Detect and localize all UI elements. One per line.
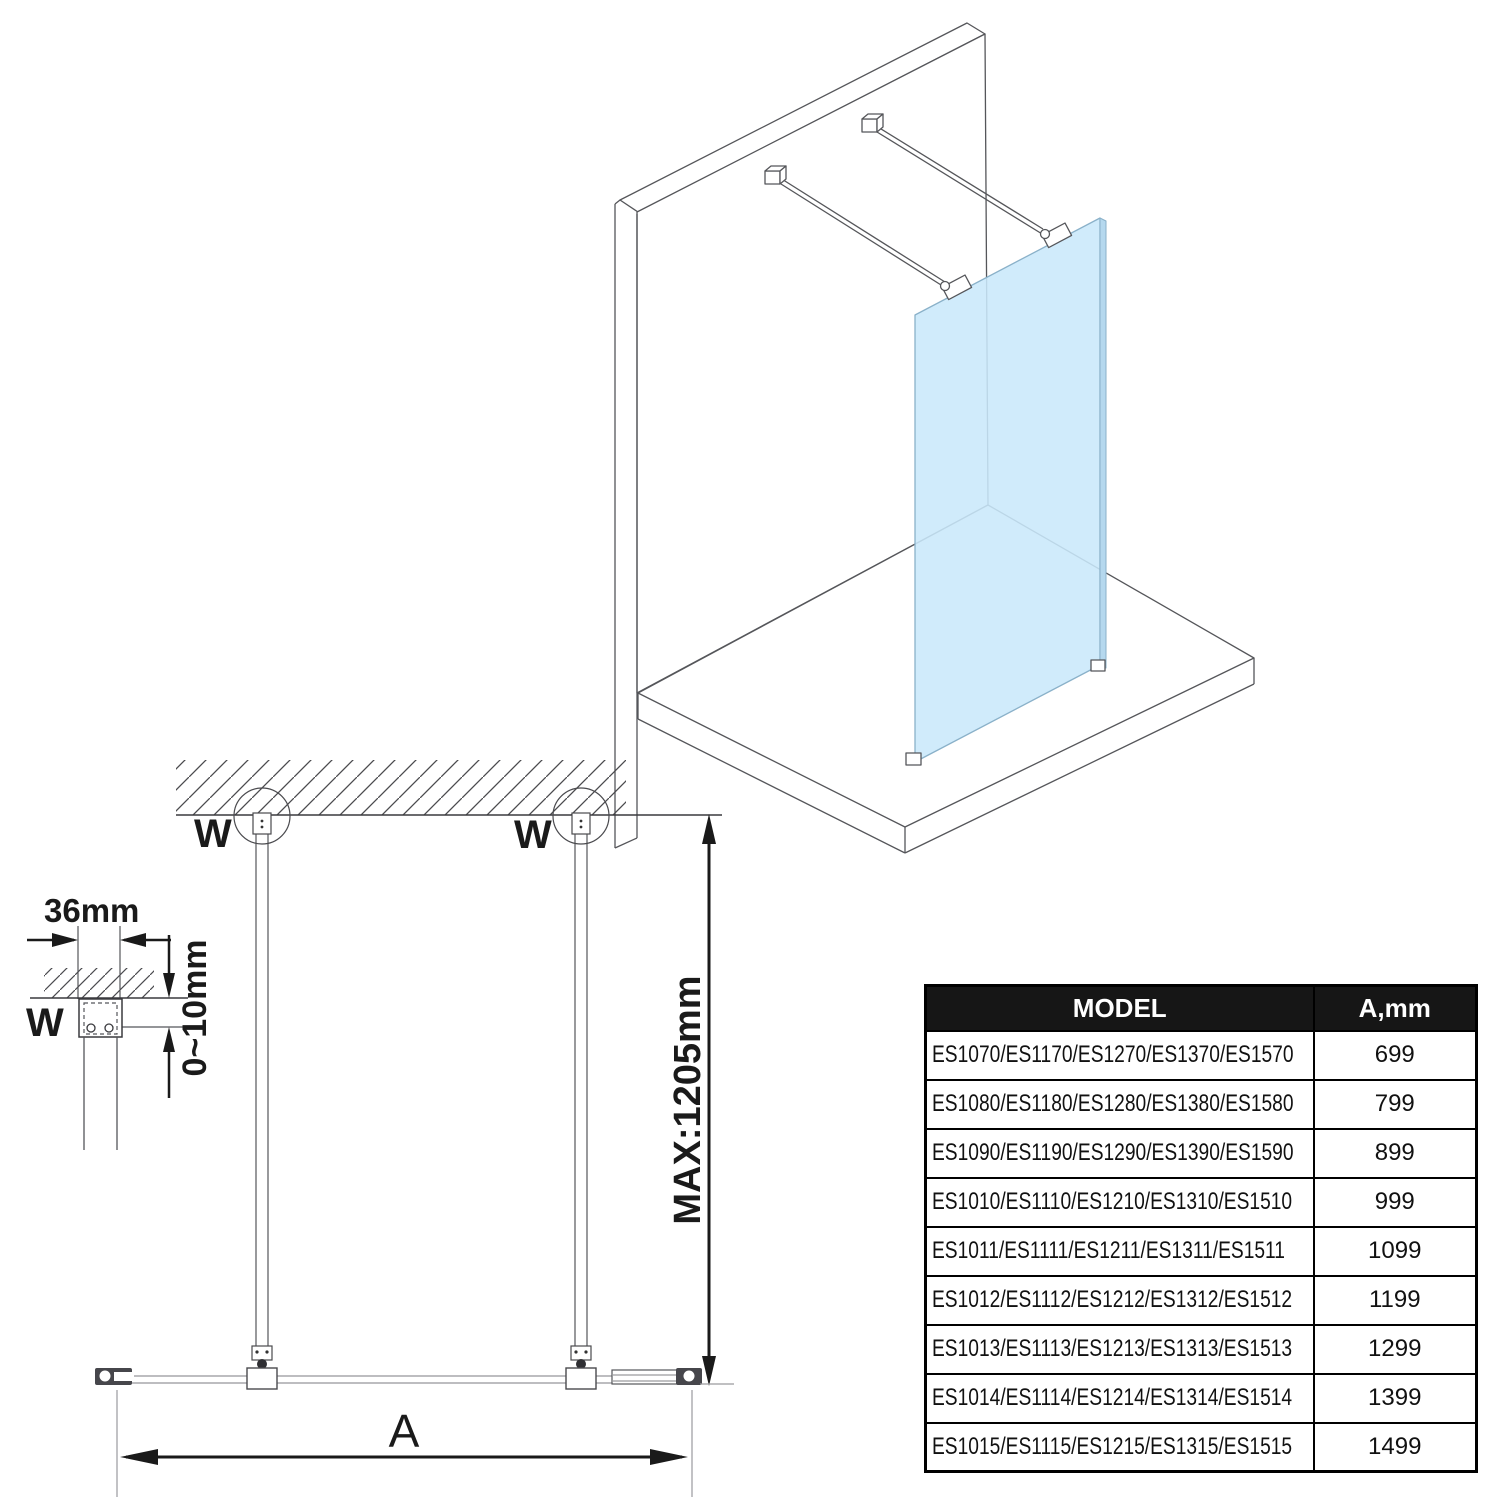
table-row [926,1276,1477,1325]
dimension-cell: 699 [1314,1031,1477,1080]
table-row [926,1423,1477,1472]
dimension-cell: 899 [1314,1129,1477,1178]
glass-foot-left [906,753,921,765]
model-cell: ES1014/ES1114/ES1214/ES1314/ES1514 [926,1374,1314,1423]
mount-bracket-left [253,813,271,834]
table-row [926,1129,1477,1178]
isometric-view [615,23,1254,853]
model-cell: ES1012/ES1112/ES1212/ES1312/ES1512 [926,1276,1314,1325]
model-column-header: MODEL [926,986,1314,1031]
dimension-cell: 799 [1314,1080,1477,1129]
glass-foot-right [1091,660,1105,671]
clamp-pivot-left [941,282,950,291]
max-span-label: MAX:1205mm [667,975,709,1225]
ceiling-hatch [44,968,154,998]
ceiling-bracket [79,999,122,1037]
dimension-cell: 1399 [1314,1374,1477,1423]
table-row [926,1031,1477,1080]
table-row [926,1325,1477,1374]
stabiliser-bar [612,1368,702,1385]
glass-top-edge [117,1376,698,1383]
glass-clamp-plan-left [247,1346,277,1389]
detail-pole [84,1037,117,1150]
model-cell: ES1080/ES1180/ES1280/ES1380/ES1580 [926,1080,1314,1129]
model-spec-table [924,984,1478,1473]
wall-marker-right: W [514,813,552,857]
clamp-pivot-right [1041,230,1050,239]
model-cell: ES1010/ES1110/ES1210/ES1310/ES1510 [926,1178,1314,1227]
dimension-cell: 1099 [1314,1227,1477,1276]
table-row [926,1227,1477,1276]
wall-profile-bracket [95,1368,134,1385]
dimension-gap [163,935,214,1098]
wall-mount-right [862,119,877,132]
dimension-cell: 1299 [1314,1325,1477,1374]
dimension-width-a [117,1390,692,1497]
table-row [926,1080,1477,1129]
plan-view [95,760,734,1497]
model-cell: ES1013/ES1113/ES1213/ES1313/ES1513 [926,1325,1314,1374]
dimension-cell: 999 [1314,1178,1477,1227]
model-cell: ES1070/ES1170/ES1270/ES1370/ES1570 [926,1031,1314,1080]
dimension-cell: 1499 [1314,1423,1477,1472]
dimension-cell: 1199 [1314,1276,1477,1325]
wall-mount-left [765,171,780,184]
table-header-row [926,986,1477,1031]
wall-marker-left: W [194,812,232,856]
glass-edge [1100,218,1106,668]
dimension-max [667,814,734,1386]
bracket-width-label: 36mm [44,892,140,929]
wall-marker-detail: W [26,1001,64,1045]
table-row [926,1374,1477,1423]
model-cell: ES1015/ES1115/ES1215/ES1315/ES1515 [926,1423,1314,1472]
support-pole-right [575,834,587,1348]
table-row [926,1178,1477,1227]
detail-view [26,892,214,1150]
gap-label: 0~10mm [176,939,214,1077]
support-pole-left [256,834,268,1348]
mount-bracket-right [572,813,590,834]
width-label: A [388,1405,420,1457]
model-cell: ES1011/ES1111/ES1211/ES1311/ES1511 [926,1227,1314,1276]
model-cell: ES1090/ES1190/ES1290/ES1390/ES1590 [926,1129,1314,1178]
wall-hatch [176,760,626,815]
a-mm-column-header: A,mm [1314,986,1477,1031]
glass-clamp-plan-right [566,1346,596,1389]
